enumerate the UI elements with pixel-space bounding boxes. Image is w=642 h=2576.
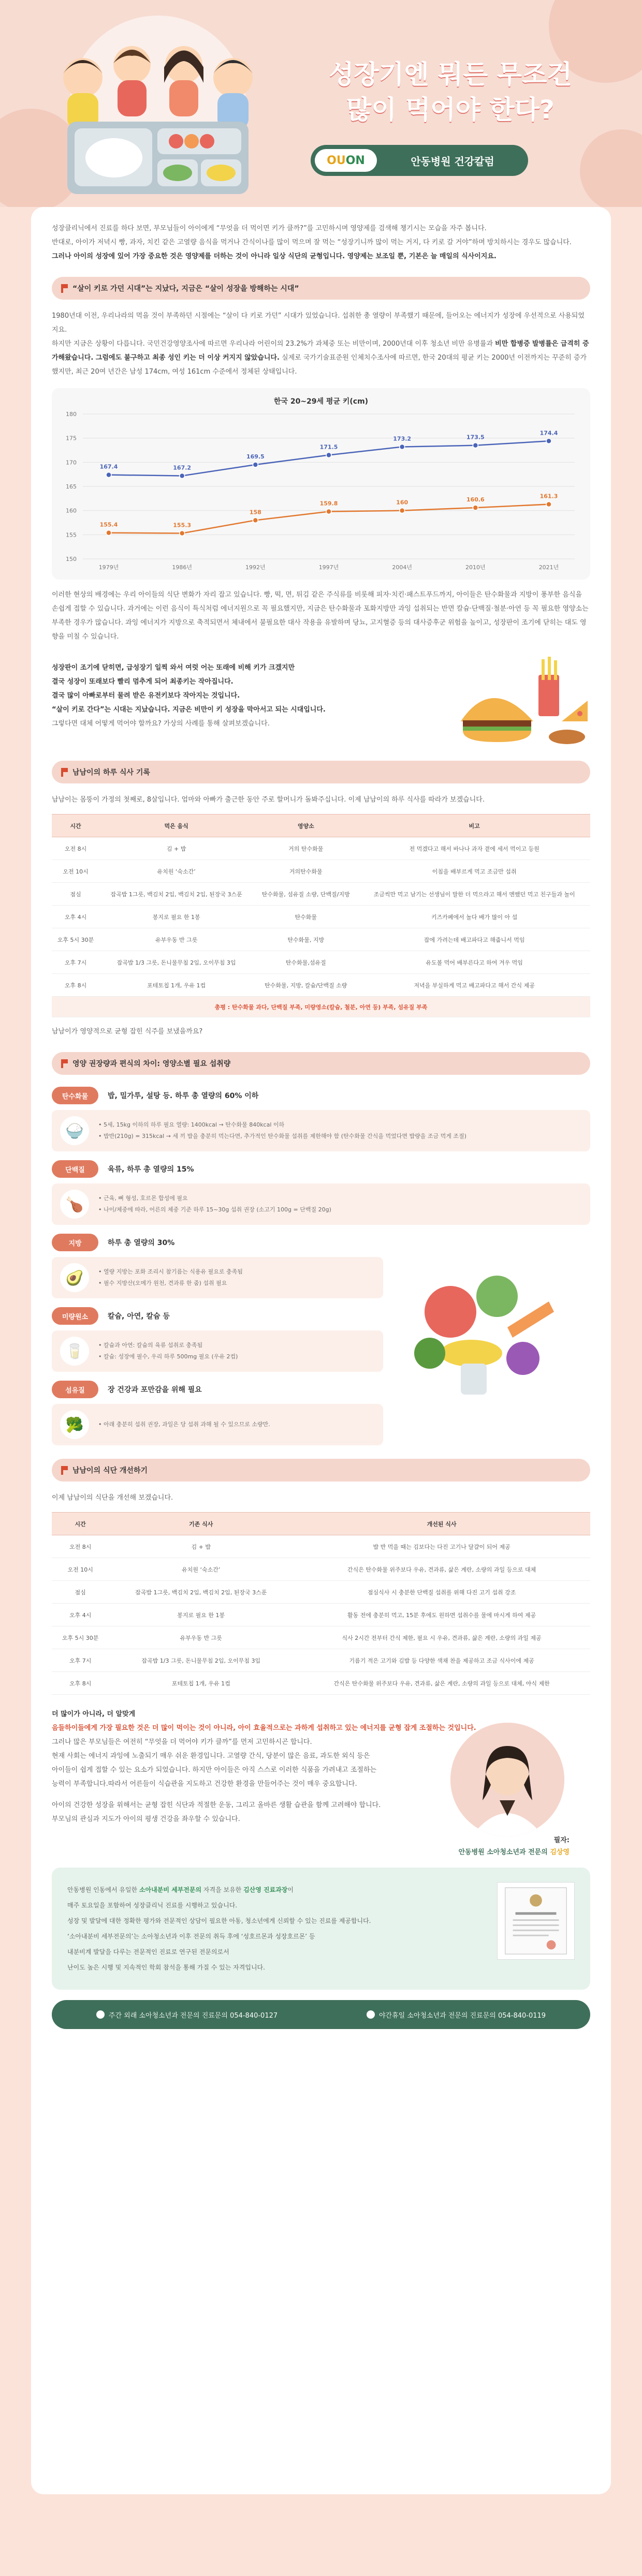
nutrient-lines [98,1193,331,1216]
fast-food-illustration [456,644,590,747]
nutrient-lines [98,1119,466,1142]
meal-log-cell: 오후 7시 [52,951,99,974]
growth-plate-text-4: “살이 키로 간다”는 시대는 지났습니다. 지금은 비만이 키 성장을 막아서고 되는 시대입니다. [52,705,326,714]
table-row [52,928,590,951]
column-badge [311,145,528,176]
section-title-text: “살이 키로 가던 시대”는 지났다, 지금은 “살이 성장을 방해하는 시대” [72,285,299,293]
section-title-improve [52,1459,590,1482]
improved-meal-cell: 오후 4시 [52,1604,109,1626]
table-row [52,1672,590,1695]
improved-meal-cell: 오후 8시 [52,1672,109,1695]
clinic-info-box [52,1868,590,1990]
avocado-icon: 🥑 [60,1263,89,1292]
meal-log-cell: 오후 4시 [52,906,99,928]
improved-meal-cell: 봉지로 필요 한 1봉 [109,1604,293,1626]
children-lunch-illustration [36,16,280,202]
data-point [326,452,331,457]
nutrient-line: • 칼슘: 성장에 필수, 우리 하루 500mg 필요 (우유 2컵) [98,1353,238,1360]
hero-title-line2: 많이 먹어야 한다? [346,95,555,125]
day-contact-text: 주간 외래 소아청소년과 전문의 진료문의 054-840-0127 [108,2011,278,2020]
nutrient-line: • 5세, 15kg 이하의 하루 필요 열량: 1400kcal → 탄수화물 840kcal 이하 [98,1121,285,1128]
meal-log-cell: 오전 10시 [52,860,99,883]
improved-meal-cell: 김 + 밥 [109,1535,293,1558]
meal-log-cell: 점심 [52,883,99,906]
improved-meal-cell: 밥 반 먹을 때는 김보다는 다진 고기나 달걀이 되어 제공 [293,1535,590,1558]
section-title-text: 영양 권장량과 편식의 차이: 영양소별 필요 섭취량 [72,1060,231,1068]
data-point [253,462,258,467]
table-summary: 총평 : 탄수화물 과다, 단백질 부족, 미량영소(칼슘, 철분, 아연 등) 부족, 섬유질 부족 [52,997,590,1017]
table-summary-row [52,997,590,1017]
nutrient-detail [52,1257,383,1298]
growth-plate-text-3: 결국 많이 아빠로부터 물려 받은 유전키보다 작아지는 것입니다. [52,691,240,700]
phone-icon [96,2010,105,2019]
height-chart-svg [52,388,590,580]
data-point [400,508,405,513]
table-row [52,951,590,974]
meal-log-cell: 저녁을 부실하게 먹고 배고파다고 해서 간식 제공 [358,974,590,997]
improved-meal-cell: 간식은 탄수화물 위주보다 우유, 견과류, 삶은 계란, 소량의 과일 등으로 대체, 야식 제한 [293,1672,590,1695]
meal-log-cell: 탄수화물, 지방, 칼슘/단백질 소량 [253,974,358,997]
meal-log-header-cell: 먹은 음식 [99,815,253,837]
data-point [546,438,551,443]
badge-text: 안동병원 건강칼럼 [411,155,494,168]
phone-icon [367,2010,375,2019]
section-title-text: 남남이의 식단 개선하기 [72,1467,148,1475]
section-title-meal-log [52,761,590,783]
data-point [473,443,478,448]
improved-meal-header-cell: 개선된 식사 [293,1513,590,1535]
improve-intro: 이제 남남이의 식단을 개선해 보겠습니다. [52,1494,173,1502]
vegetables-illustration [383,1239,570,1410]
nutrient-detail [52,1183,590,1225]
data-label: 158 [249,509,261,516]
nutrient-section [52,1084,590,1445]
broccoli-icon: 🥦 [60,1410,89,1439]
improved-meal-cell: 오전 8시 [52,1535,109,1558]
meal-log-cell: 탄수화물, 섬유질 소량, 단백질/지방 [253,883,358,906]
flag-icon [61,284,63,293]
hero-title [305,57,595,127]
meal-log-cell: 유치원 ‘숙소간’ [99,860,253,883]
era-text-bold: 비만 합병증 발병률은 급격히 증가해왔습니다. 그럼에도 불구하고 최종 성인 키는 더 이상 커지지 않았습니다. [52,340,589,362]
x-tick-label: 2004년 [392,564,412,571]
meal-log-intro: 남남이는 몸뚱이 가정의 첫째로, 8살입니다. 엄마와 아빠가 출근한 동안 주로 할머니가 돌봐주십니다. 이제 남남이의 하루 식사를 따라가 보겠습니다. [52,796,485,804]
nutrient-item [52,1084,590,1151]
meal-log-cell: 거의 탄수화물 [253,837,358,860]
logo-text-b: ON [345,154,365,167]
conclusion-red: 음들하이들에게 가장 필요한 것은 더 많이 먹이는 것이 아니라, 아이 효율적으로는 과하게 섭취하고 있는 에너지를 균형 잡게 조절하는 것입니다. [52,1724,476,1732]
data-label: 174.4 [539,430,558,437]
flag-icon [61,768,63,777]
meal-log-header-cell: 비고 [358,815,590,837]
meal-log-cell: 오전 8시 [52,837,99,860]
nutrient-pill: 미량원소 [52,1307,98,1325]
nutrient-line: • 열량 지방는 포화 조리시 참기름는 식용유 필요로 충족됨 [98,1268,243,1275]
data-point [253,517,258,523]
x-tick-label: 1986년 [172,564,192,571]
conclusion-block [52,1707,590,1856]
info-l5: 내분비계 발달을 다루는 전문적인 진료로 연구된 전문의로서 [67,1948,229,1956]
improved-meal-header-cell: 시간 [52,1513,109,1535]
rice-bowl-icon: 🍚 [60,1116,89,1145]
meal-log-cell: 잡곡밥 1/3 그릇, 돈니물무침 2입, 오이무침 3입 [99,951,253,974]
conclusion-p2: 현재 사회는 에너지 과잉에 노출되기 매우 쉬운 환경입니다. 고열량 간식, 당분이 많은 음료, 과도한 외식 등은 [52,1752,370,1760]
conclusion-heading [52,1707,590,1721]
table-row [52,837,590,860]
meal-log-table [52,814,590,1017]
meal-log-cell: 탄수화물, 지방 [253,928,358,951]
nutrient-line: • 밥반(210g) = 315kcal → 세 끼 밥을 충분히 먹는다면, 추가적인 탄수화물 섭취를 제한해야 함 (탄수화물 간식을 먹었다면 밥량을 조금 먹게 조절) [98,1133,466,1139]
growth-plate-line-3 [52,689,456,703]
author-label: 필자: [553,1837,570,1844]
hospital-logo [315,149,377,172]
data-label: 171.5 [319,443,338,451]
meal-log-cell: 거의탄수화물 [253,860,358,883]
page-bottom-spacer [0,2494,642,2546]
intro-paragraph-2: 반대로, 아이가 저녁시 빵, 과자, 치킨 같은 고열량 음식을 먹거나 간식이나를 많이 먹으며 잘 먹는 “성장기니까 많이 먹는 거지, 다 키로 갈 거야”하며 방치하시는 경우도 많습니다. [52,239,572,246]
table-row [52,1535,590,1558]
meat-icon: 🍗 [60,1190,89,1219]
data-label: 173.5 [466,434,485,441]
meal-log-cell: 탄수화물 [253,906,358,928]
data-label: 173.2 [393,435,412,442]
nutrient-detail [52,1110,590,1151]
improved-meal-cell: 활동 전에 충분히 먹고, 15분 후에도 원하면 섭취수를 물에 마시게 하여 제공 [293,1604,590,1626]
improved-meal-cell: 점심 [52,1581,109,1604]
table-row [52,1649,590,1672]
y-tick-label: 160 [66,507,77,514]
data-point [326,509,331,514]
x-tick-label: 1997년 [318,564,339,571]
data-label: 167.2 [173,464,192,471]
nutrient-lines [98,1340,238,1363]
x-tick-label: 1992년 [245,564,266,571]
chart-title: 한국 20~29세 평균 키(cm) [273,397,369,406]
nutrient-line: • 근육, 뼈 형성, 호르몬 합성에 필요 [98,1195,188,1202]
improved-meal-header-cell: 기존 식사 [109,1513,293,1535]
data-label: 169.5 [246,453,265,460]
nutrient-heading: 칼슘, 아연, 칼슘 등 [108,1312,170,1321]
table-row [52,906,590,928]
era-paragraph-2 [52,337,590,379]
hero-title-line1: 성장기엔 뭐든 무조건 [329,60,572,90]
meal-log-cell: 포테토칩 1개, 우유 1컵 [99,974,253,997]
meal-log-cell: 유부우동 반 그릇 [99,928,253,951]
table-row [52,1604,590,1626]
data-label: 161.3 [539,493,558,500]
nutrient-heading: 육류, 하루 총 열량의 15% [108,1165,194,1174]
certificate-icon [498,1883,574,1959]
nutrient-pill: 섬유질 [52,1381,98,1398]
meal-log-cell: 봉지로 필요 한 1봉 [99,906,253,928]
improved-meal-table [52,1512,590,1695]
table-row [52,974,590,997]
clinic-info-text [67,1882,481,1975]
chart-background [52,388,590,580]
growth-plate-text-2: 결국 성장이 또래보다 빨리 멈추게 되어 최종키는 작아집니다. [52,677,234,686]
data-label: 155.4 [99,521,118,528]
meal-log-header-cell: 영양소 [253,815,358,837]
flag-icon [61,1059,63,1068]
meal-log-outro: 남남이가 영양적으로 균형 잡힌 식주를 보냈을까요? [52,1028,203,1035]
improved-meal-cell: 유부우동 반 그릇 [109,1626,293,1649]
data-point [546,502,551,507]
night-contact-text: 야간휴일 소아청소년과 전문의 진료문의 054-840-0119 [378,2011,546,2020]
conclusion-heading-text: 더 많이가 아니라, 더 알맞게 [52,1710,136,1718]
data-point [400,444,405,449]
x-tick-label: 1979년 [98,564,119,571]
nutrient-line: • 아래 충분히 섭취 권장, 과일은 당 섭취 과해 될 수 있으므로 소량만. [98,1421,270,1428]
meal-log-cell: 조금씩만 먹고 남기는 선생님이 말한 더 먹으라고 해서 멘했던 먹고 친구들과 놀이 [358,883,590,906]
info-l3: 성장 및 발달에 대한 정확한 평가와 전문적인 상담이 필요한 아동, 청소년에게 신뢰할 수 있는 진료를 제공합니다. [67,1917,371,1924]
improved-meal-cell: 잡곡밥 1그릇, 백김치 2입, 백김치 2입, 된장국 3스푼 [109,1581,293,1604]
meal-log-cell: 탄수화물,섬유질 [253,951,358,974]
conclusion-p6: 부모님의 관심과 지도가 아이의 평생 건강을 좌우할 수 있습니다. [52,1815,240,1823]
growth-plate-line-4 [52,703,456,717]
info-l1c: 자격을 보유한 [201,1886,244,1893]
y-tick-label: 175 [66,435,77,442]
info-l1a: 안동병원 인동에서 유일한 [67,1886,139,1893]
data-point [180,531,185,536]
doctor-avatar-illustration [450,1723,564,1837]
era-paragraph-1: 1980년대 이전, 우리나라의 먹을 것이 부족하던 시절에는 “살이 다 키로 가던” 시대가 있었습니다. 섭취한 총 열량이 부족했기 때문에, 들어오는 에너지가 성장에 우선적으로 사용되었지요. [52,312,585,334]
y-tick-label: 170 [66,459,77,466]
x-tick-label: 2010년 [465,564,486,571]
nutrient-pill: 지방 [52,1234,98,1251]
diet-change-paragraph: 이러한 현상의 배경에는 우리 아이들의 식단 변화가 자리 잡고 있습니다. 빵, 떡, 면, 튀김 같은 주식류를 비롯해 피자·치킨·패스트푸드까지, 아이들은 탄수화물과 지방이 풍부한 음식을 손쉽게 접할 수 있습니다. 과거에는 이런 음식이 특식처럼 에너지원으로 꼭 필요했지만, 지금은 탄수화물과 포화지방만 과잉 섭취되는 반면 칼슘·단백질·철분·아연 등 꼭 필요한 영양소는 부족한 경우가 많습니다. 과잉 에너지가 지방으로 축적되면서 체내에서 불필요한 대사 작용을 유발하며 당뇨, 고지혈증 등의 대사증후군 위험을 높이고, 성장판이 조기에 닫히는 대도 영향을 미칠 수 있습니다. [52,591,589,641]
data-label: 167.4 [99,463,118,470]
meal-log-cell: 유도볼 먹어 배부른다고 하여 겨우 먹임 [358,951,590,974]
conclusion-p5: 아이의 건강한 성장을 위해서는 균형 잡힌 식단과 적절한 운동, 그리고 올바른 생활 습관을 함께 고려해야 합니다. [52,1801,381,1809]
x-tick-label: 2021년 [538,564,559,571]
meal-log-cell: 키즈카페에서 놀다 배가 많이 아 섭 [358,906,590,928]
era-text-c: 실제로 국가기술표준원 인체치수조사에 따르면, 한국 20대의 평균 키는 2000년 이전까지는 꾸준히 증가했지만, 최근 20여 년간은 남성 174cm, 여성 161cm 수준에서 정체된 상태입니다. [52,354,587,376]
height-chart [52,388,590,580]
meal-log-cell: 잡에 가려는데 배고파다고 해줍니서 먹임 [358,928,590,951]
table-row [52,1626,590,1649]
meal-log-cell: 잡곡밥 1그릇, 백김치 2입, 백김치 2입, 된장국 3스푼 [99,883,253,906]
y-tick-label: 180 [66,411,77,418]
section-title-text: 남남이의 하루 식사 기록 [72,768,150,777]
info-l2: 매주 토요일을 포함하여 성장클리닉 진료를 시행하고 있습니다. [67,1902,238,1909]
data-label: 160 [396,499,408,506]
diet-change-block [52,588,590,644]
improved-meal-cell: 식사 2시간 전부터 간식 제한, 필요 시 우유, 견과류, 삶은 계란, 소량의 과일 제공 [293,1626,590,1649]
meal-log-cell: 김 + 밥 [99,837,253,860]
section-title-nutrients [52,1052,590,1075]
data-point [180,473,185,478]
conclusion-p3: 아이들이 쉽게 접할 수 있는 요소가 되었습니다. 하지만 아이들은 아직 스스로 이러한 식품을 가려내고 조절하는 [52,1766,377,1774]
era-text-a: 하지만 지금은 상황이 다릅니다. 국민건강영양조사에 따르면 우리나라 어린이의 23.2%가 과체중 또는 비만이며, 2000년대 이후 청소년 비만 유병률과 [52,340,493,348]
nutrient-line: • 필수 지방산(오메가 원천, 견과류 한 줌) 섭취 필요 [98,1280,227,1286]
doctor-photo [450,1723,564,1837]
data-point [473,505,478,510]
conclusion-p4: 능력이 부족합니다.따라서 어른들이 식습관을 지도하고 건강한 환경을 만들어주는 것이 매우 중요합니다. [52,1780,357,1788]
improved-meal-cell: 포테토칩 1개, 우유 1컵 [109,1672,293,1695]
intro-paragraph-3 [52,249,590,263]
hero-banner [0,0,642,207]
growth-plate-line-1 [52,661,456,675]
improved-meal-cell: 간식은 탄수화물 위주보다 우유, 견과류, 삶은 계란, 소량의 과일 등으로 대체 [293,1558,590,1581]
growth-plate-line-5: 그렇다면 대체 어떻게 먹어야 할까요? 가상의 사례를 통해 살펴보겠습니다. [52,719,270,728]
data-label: 155.3 [173,522,192,529]
info-l1d: 김산영 진료과장 [243,1886,288,1893]
data-label: 160.6 [466,496,485,504]
author-name: 김상영 [550,1848,570,1856]
growth-plate-text-1: 성장판이 조기에 닫히면, 급성장기 일찍 와서 여럿 어는 또래에 비해 키가 크겠지만 [52,663,295,672]
intro-emphasis: 그러나 아이의 성장에 있어 가장 중요한 것은 영양제를 더하는 것이 아니라 일상 식단의 균형입니다. 영양제는 보조일 뿐, 기본은 늘 매일의 식사이지요. [52,253,497,260]
nutrient-detail [52,1404,383,1445]
flag-icon [61,1466,63,1475]
improved-meal-cell: 유치원 ‘숙소간’ [109,1558,293,1581]
nutrient-header [52,1084,590,1107]
info-l4: ‘소아내분비 세부전문의’는 소아청소년과 이후 전문의 취득 후에 ‘성호르몬과 성장호르몬’ 등 [67,1933,315,1940]
meal-log-header-cell: 시간 [52,815,99,837]
y-tick-label: 165 [66,483,77,490]
nutrient-lines [98,1266,243,1289]
author-title: 안동병원 소아청소년과 전문의 [458,1848,548,1856]
improved-meal-cell: 잡곡밥 1/3 그릇, 돈니물무침 2입, 오이무침 3입 [109,1649,293,1672]
table-row [52,1558,590,1581]
y-tick-label: 150 [66,556,77,562]
section-title-era [52,277,590,300]
nutrient-heading: 장 건강과 포만감을 위해 필요 [108,1386,202,1394]
improved-meal-cell: 오후 7시 [52,1649,109,1672]
meal-log-cell: 오후 8시 [52,974,99,997]
nutrient-header [52,1158,590,1180]
info-l1e: 이 [287,1886,294,1893]
nutrient-pill: 탄수화물 [52,1087,98,1104]
improved-meal-cell: 점심식사 시 충분한 단백질 섭취를 위해 다진 고기 섭취 강조 [293,1581,590,1604]
table-row [52,883,590,906]
article-card [31,207,611,2494]
milk-icon: 🥛 [60,1337,89,1366]
growth-plate-line-2 [52,675,456,689]
improved-meal-cell: 오전 10시 [52,1558,109,1581]
nutrient-line: • 나이/체중에 따라, 어른의 체중 기준 하루 15~30g 섭취 권장 (소고기 100g = 단백질 20g) [98,1206,331,1213]
improved-meal-cell: 오후 5시 30분 [52,1626,109,1649]
table-row [52,1581,590,1604]
night-contact[interactable] [367,2010,546,2020]
info-l6: 난이도 높은 시행 및 지속적인 학회 참석을 통해 가질 수 있는 자격입니다. [67,1964,265,1971]
improved-meal-cell: 기름기 적은 고기와 김밥 등 다양한 색채 찬을 제공하고 조금 식사이에 제공 [293,1649,590,1672]
info-l1b: 소아내분비 세부전문의 [139,1886,202,1893]
meal-log-cell: 오후 5시 30분 [52,928,99,951]
day-contact[interactable] [96,2010,278,2020]
nutrient-heading: 밥, 밀가루, 설탕 등. 하루 총 열량의 60% 이하 [108,1092,259,1100]
logo-text-a: OU [327,154,346,167]
data-label: 159.8 [319,500,338,507]
data-point [106,530,111,536]
contact-footer [52,2000,590,2029]
nutrient-heading: 하루 총 열량의 30% [108,1239,175,1247]
nutrient-pill: 단백질 [52,1160,98,1178]
conclusion-p1: 그러나 많은 부모님들은 여전히 “무엇을 더 먹어야 키가 클까”를 먼저 고민하시곤 합니다. [52,1738,312,1746]
meal-log-cell: 전 먹겠다고 해서 바나나 과자 곁에 세서 먹이고 등원 [358,837,590,860]
nutrient-line: • 칼슘과 아연: 칼슘의 육류 섭취로 충족됨 [98,1342,203,1349]
nutrient-item [52,1158,590,1225]
nutrient-detail [52,1330,383,1372]
data-point [106,472,111,478]
meal-log-cell: 이침을 배부르게 먹고 조금만 섭취 [358,860,590,883]
table-row [52,860,590,883]
y-tick-label: 155 [66,531,77,539]
nutrient-lines [98,1419,270,1430]
growth-plate-block [52,644,590,747]
author-block [52,1834,590,1856]
certificate-image [497,1882,575,1960]
intro-paragraph-1: 성장클리닉에서 진료를 하다 보면, 부모님들이 아이에게 “무엇을 더 먹이면 키가 클까?”를 고민하시며 영양제를 검색해 챙기시는 모습을 자주 봅니다. [52,225,487,232]
